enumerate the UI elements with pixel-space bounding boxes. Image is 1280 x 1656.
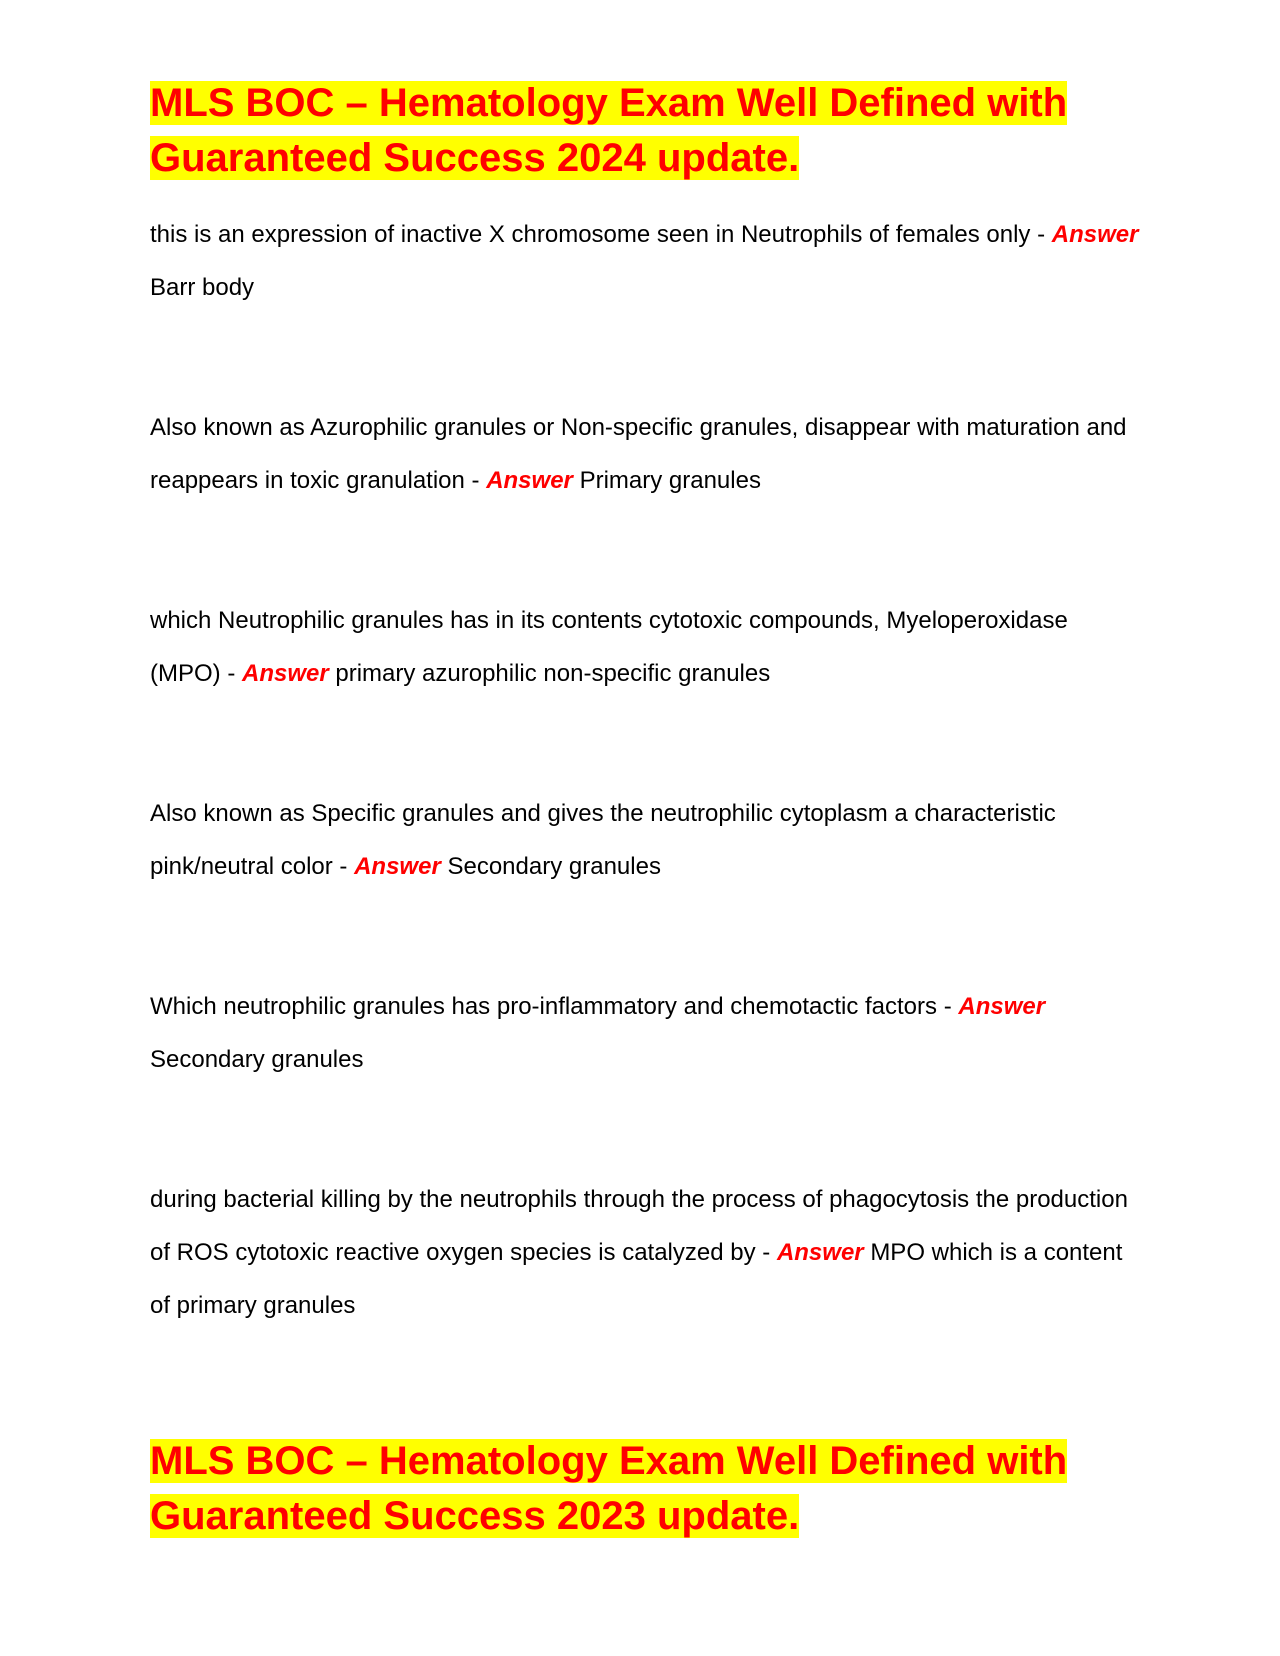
page-title: [150, 76, 1150, 186]
answer-label: Answer: [1051, 221, 1139, 248]
qa-question: Also known as Specific granules and gives the neutrophilic cytoplasm a characteristic pink/neutral color -: [150, 800, 1056, 880]
page-title-highlight: MLS BOC – Hematology Exam Well Defined with Guaranteed Success 2024 update.: [150, 81, 1068, 180]
qa-question: which Neutrophilic granules has in its contents cytotoxic compounds, Myeloperoxidase (MPO) -: [150, 607, 1068, 687]
qa-list: [150, 208, 1150, 1332]
qa-item: [150, 1173, 1140, 1332]
section-title: [150, 1434, 1150, 1544]
qa-item: [150, 208, 1140, 314]
qa-answer: Secondary granules: [447, 853, 661, 880]
qa-item: [150, 594, 1140, 700]
qa-item: [150, 787, 1140, 893]
qa-answer: Primary granules: [579, 467, 761, 494]
qa-answer: primary azurophilic non-specific granules: [335, 660, 771, 687]
answer-label: Answer: [241, 660, 329, 687]
qa-answer: MPO which is a content of primary granules: [150, 1239, 1123, 1319]
document-page: [150, 76, 1150, 1538]
qa-question: during bacterial killing by the neutrophils through the process of phagocytosis the production of ROS cytotoxic reactive oxygen species is catalyzed by -: [150, 1186, 1128, 1266]
qa-item: [150, 401, 1140, 507]
answer-label: Answer: [776, 1239, 864, 1266]
answer-label: Answer: [486, 467, 573, 494]
qa-question: this is an expression of inactive X chromosome seen in Neutrophils of females only -: [150, 221, 1052, 248]
answer-label: Answer: [958, 993, 1046, 1020]
qa-item: [150, 980, 1140, 1086]
qa-question: Also known as Azurophilic granules or Non-specific granules, disappear with maturation and reappears in toxic granulation -: [150, 414, 1127, 494]
answer-label: Answer: [354, 853, 441, 880]
section-title-highlight: MLS BOC – Hematology Exam Well Defined with Guaranteed Success 2023 update.: [150, 1439, 1068, 1538]
qa-answer: Secondary granules: [150, 1046, 364, 1073]
qa-answer: Barr body: [150, 274, 255, 301]
qa-question: Which neutrophilic granules has pro-inflammatory and chemotactic factors -: [150, 993, 959, 1020]
